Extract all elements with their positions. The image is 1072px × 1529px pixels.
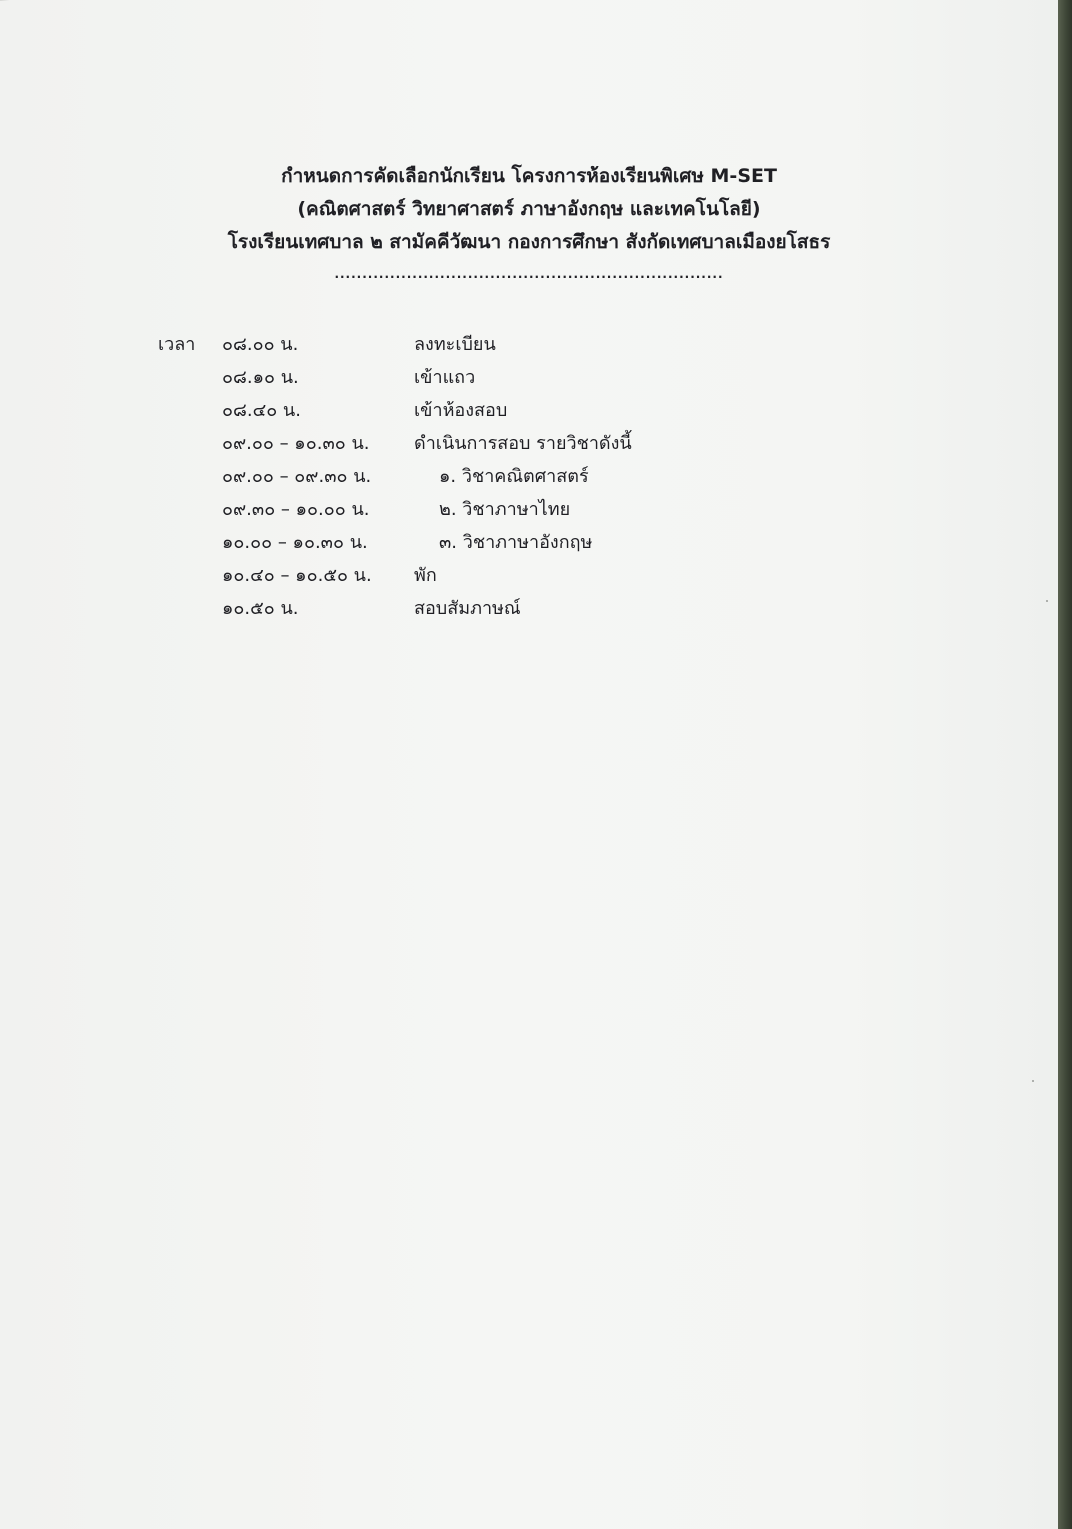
title-line-3: โรงเรียนเทศบาล ๒ สามัคคีวัฒนา กองการศึกษา สังกัดเทศบาลเมืองยโสธร bbox=[227, 231, 831, 253]
schedule-time: ๑๐.๕๐ น. bbox=[222, 598, 299, 619]
schedule-time: ๐๙.๐๐ – ๑๐.๓๐ น. bbox=[222, 433, 370, 454]
schedule-time: ๐๙.๓๐ – ๑๐.๐๐ น. bbox=[222, 499, 370, 520]
dotted-divider: ...................................................................... bbox=[334, 267, 724, 281]
schedule-time: ๐๘.๑๐ น. bbox=[222, 367, 299, 388]
schedule-event: ลงทะเบียน bbox=[414, 334, 496, 355]
schedule-time: ๐๙.๐๐ – ๐๙.๓๐ น. bbox=[222, 466, 372, 487]
schedule-event: เข้าแถว bbox=[414, 367, 476, 388]
schedule-subject: ๓. วิชาภาษาอังกฤษ bbox=[439, 532, 593, 553]
schedule-time: ๑๐.๔๐ – ๑๐.๕๐ น. bbox=[222, 565, 372, 586]
title-line-2: (คณิตศาสตร์ วิทยาศาสตร์ ภาษาอังกฤษ และเทคโนโลยี) bbox=[297, 198, 761, 220]
schedule-time: ๑๐.๐๐ – ๑๐.๓๐ น. bbox=[222, 532, 368, 553]
paper-speck bbox=[1032, 1080, 1034, 1082]
schedule-subject: ๑. วิชาคณิตศาสตร์ bbox=[439, 466, 589, 487]
schedule-event: สอบสัมภาษณ์ bbox=[414, 598, 521, 619]
schedule-event: พัก bbox=[414, 565, 437, 586]
time-label: เวลา bbox=[158, 334, 196, 355]
schedule-time: ๐๘.๐๐ น. bbox=[222, 334, 299, 355]
schedule-event: เข้าห้องสอบ bbox=[414, 400, 508, 421]
schedule-event: ดำเนินการสอบ รายวิชาดังนี้ bbox=[414, 433, 632, 454]
schedule-time: ๐๘.๔๐ น. bbox=[222, 400, 301, 421]
title-line-1: กำหนดการคัดเลือกนักเรียน โครงการห้องเรียนพิเศษ M-SET bbox=[281, 165, 777, 187]
schedule-subject: ๒. วิชาภาษาไทย bbox=[439, 499, 571, 520]
paper-crease bbox=[0, 0, 139, 1]
document-header bbox=[0, 160, 1058, 283]
paper-speck bbox=[1046, 600, 1048, 602]
background-edge bbox=[1058, 0, 1072, 1529]
